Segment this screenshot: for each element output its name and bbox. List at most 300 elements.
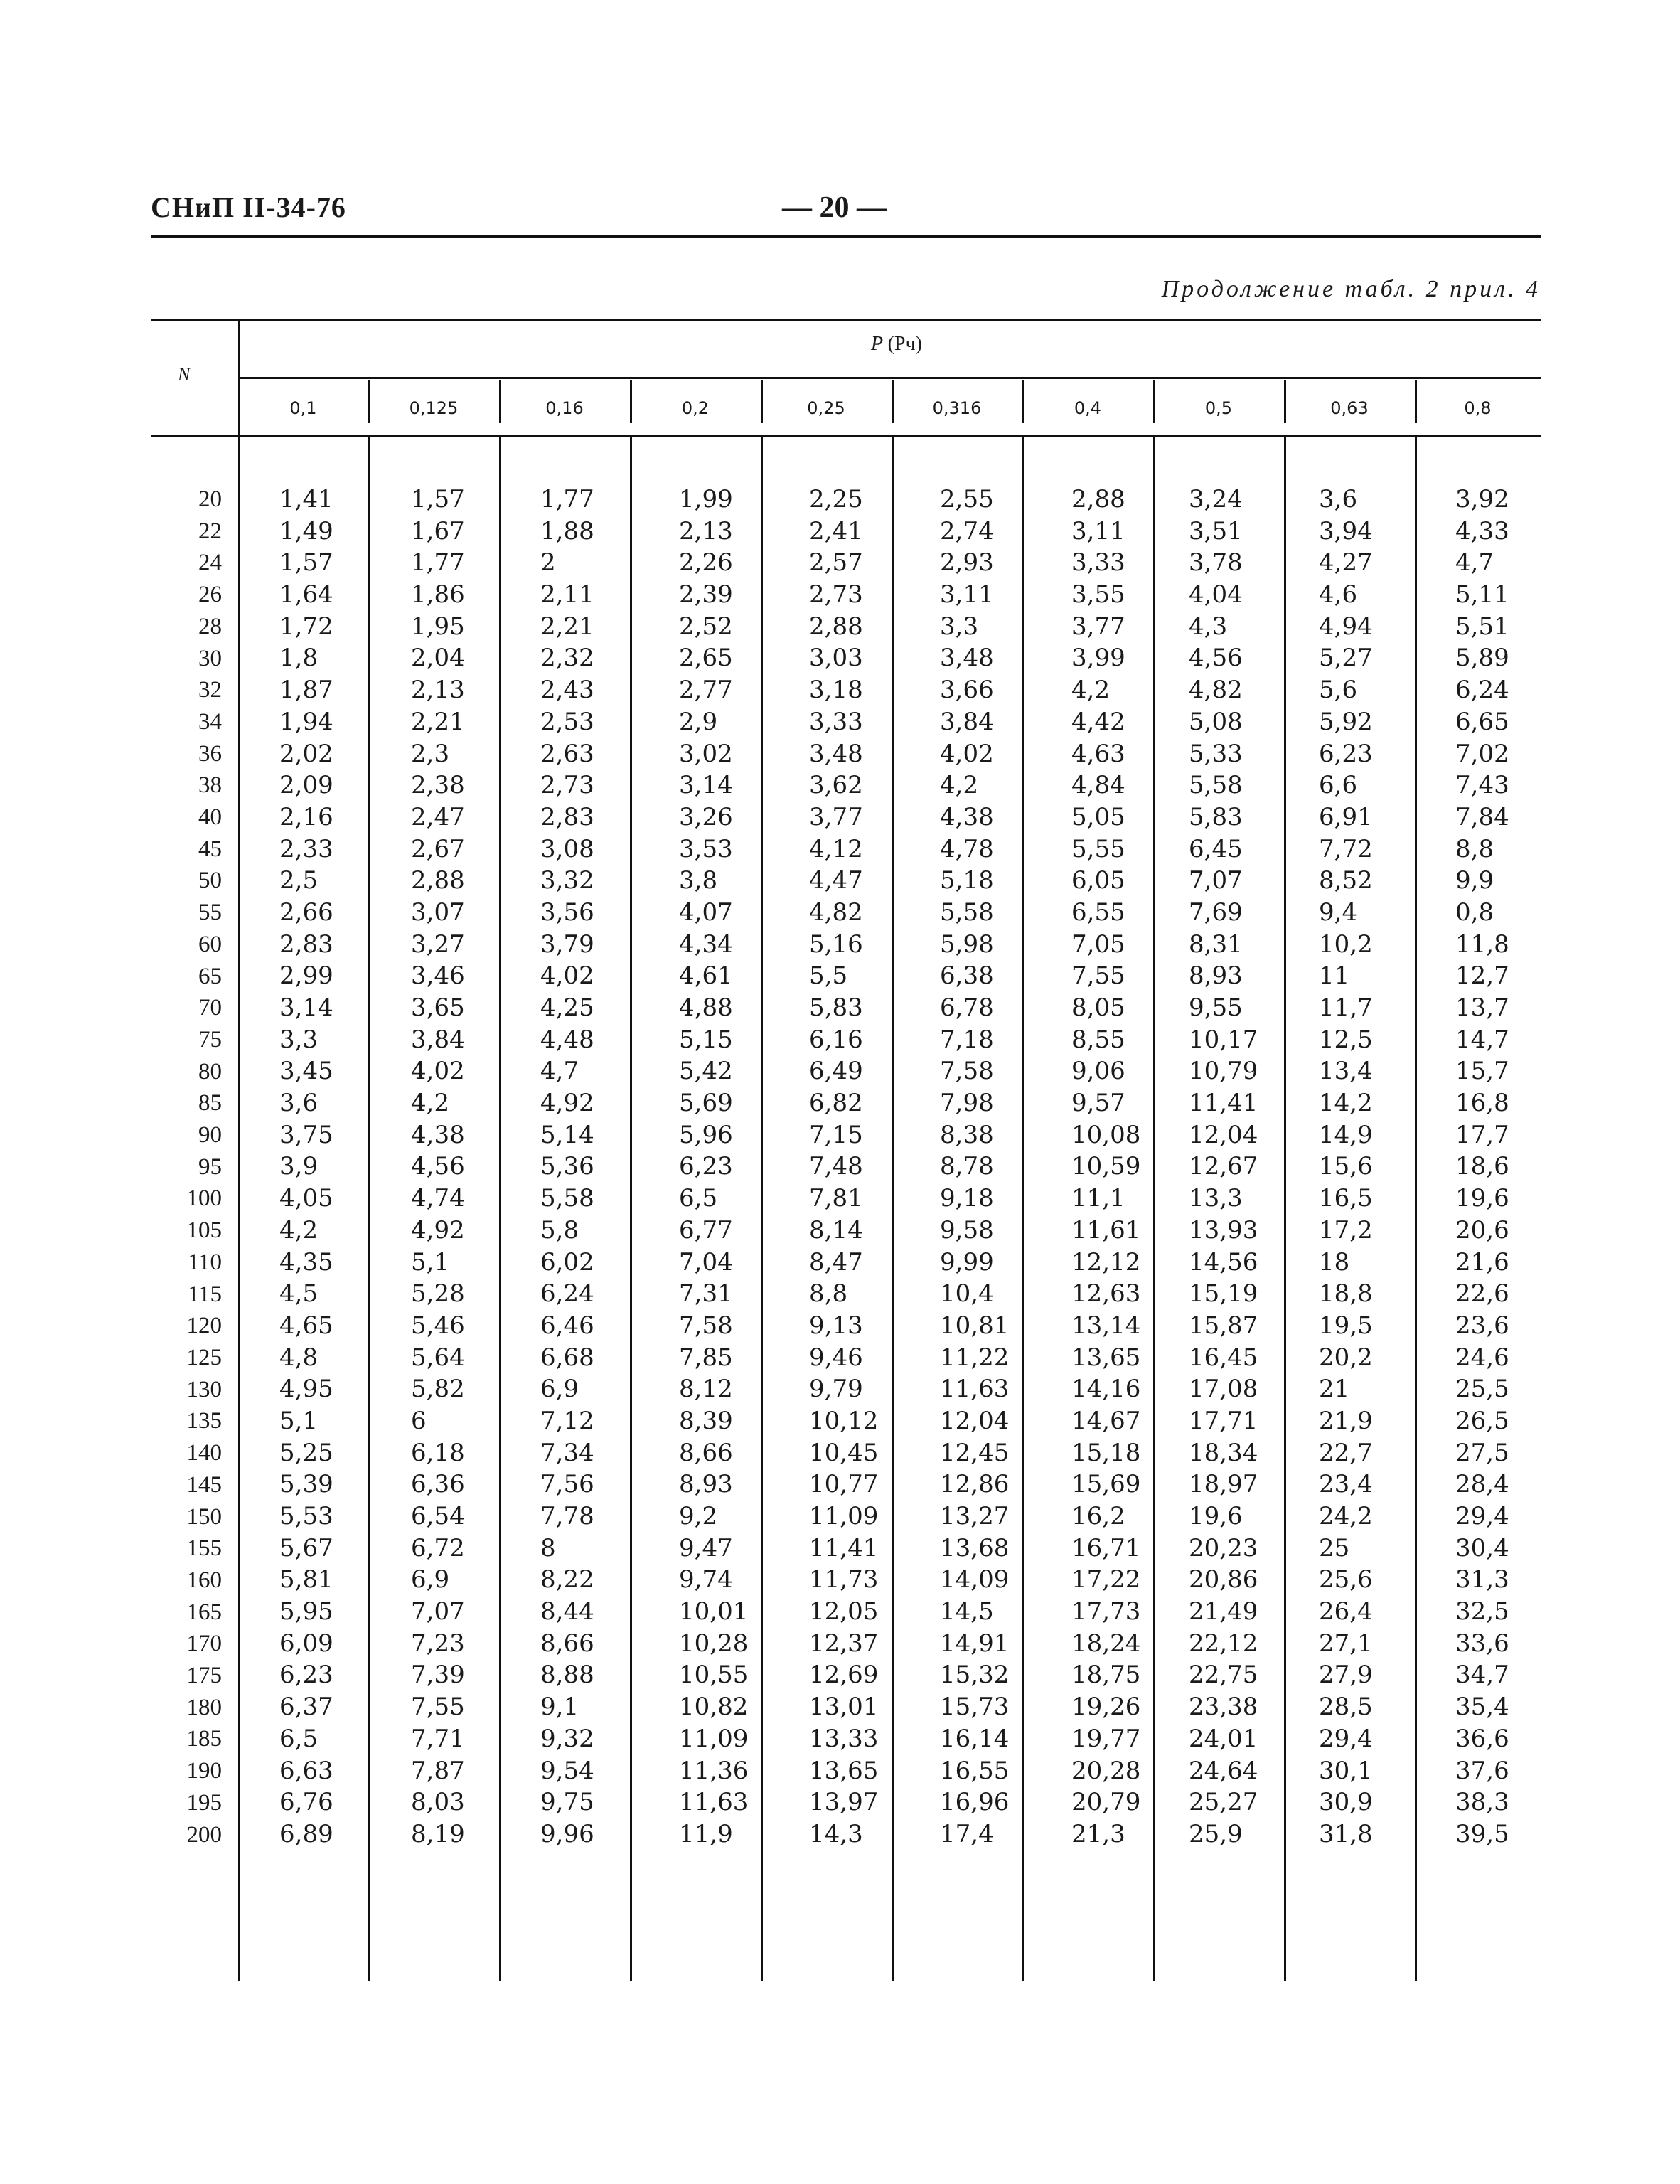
table-cell: 2,11 xyxy=(540,580,594,609)
table-cell: 7,39 xyxy=(411,1661,465,1690)
table-cell: 8,66 xyxy=(679,1438,733,1467)
table-cell: 18 xyxy=(1319,1247,1350,1277)
table-cell: 3,94 xyxy=(1319,516,1373,545)
table-cell: 10,08 xyxy=(1071,1120,1141,1149)
table-cell: 14,5 xyxy=(940,1597,994,1626)
table-cell: 5,82 xyxy=(411,1375,465,1404)
table-cell: 3,65 xyxy=(411,994,465,1022)
table-cell: 2 xyxy=(540,548,556,577)
table-cell: 2,41 xyxy=(809,516,863,545)
table-cell: 4,07 xyxy=(679,897,733,927)
table-top-rule xyxy=(151,319,1541,321)
n-value: 20 xyxy=(198,486,222,512)
table-cell: 7,55 xyxy=(1071,962,1125,991)
column-divider-body xyxy=(1022,437,1024,1981)
table-cell: 1,87 xyxy=(279,676,333,705)
table-cell: 7,72 xyxy=(1319,834,1373,863)
n-value: 50 xyxy=(198,868,222,894)
table-cell: 12,12 xyxy=(1071,1247,1141,1277)
header-rule xyxy=(151,235,1541,238)
table-cell: 5,05 xyxy=(1071,802,1125,831)
table-cell: 6,5 xyxy=(679,1184,718,1213)
table-cell: 2,53 xyxy=(540,707,594,736)
table-cell: 6,05 xyxy=(1071,866,1125,895)
n-value: 38 xyxy=(198,772,222,799)
table-cell: 22,75 xyxy=(1189,1661,1258,1690)
table-cell: 11,22 xyxy=(940,1343,1010,1372)
table-cell: 5,25 xyxy=(279,1438,333,1467)
table-cell: 35,4 xyxy=(1455,1693,1509,1722)
column-divider-body xyxy=(1284,437,1286,1981)
table-cell: 12,67 xyxy=(1189,1152,1258,1181)
table-cell: 2,63 xyxy=(540,739,594,768)
column-heading: 0,316 xyxy=(932,398,982,418)
table-cell: 1,57 xyxy=(279,548,333,577)
table-cell: 21,3 xyxy=(1071,1819,1125,1848)
table-cell: 0,8 xyxy=(1455,897,1494,927)
table-cell: 5,96 xyxy=(679,1120,733,1149)
table-cell: 6,5 xyxy=(279,1724,319,1753)
table-cell: 11,09 xyxy=(679,1724,749,1753)
table-cell: 4,63 xyxy=(1071,739,1125,768)
n-column-heading: N xyxy=(178,364,191,385)
table-cell: 32,5 xyxy=(1455,1597,1509,1626)
table-cell: 13,3 xyxy=(1189,1184,1243,1213)
table-cell: 5,58 xyxy=(540,1184,594,1213)
table-cell: 15,32 xyxy=(940,1661,1010,1690)
table-cell: 7,23 xyxy=(411,1629,465,1658)
table-cell: 2,88 xyxy=(411,866,465,895)
table-cell: 1,64 xyxy=(279,580,333,609)
table-cell: 1,8 xyxy=(279,644,319,673)
table-cell: 16,2 xyxy=(1071,1502,1125,1530)
column-divider-body xyxy=(1153,437,1155,1981)
table-cell: 2,13 xyxy=(679,516,733,545)
table-cell: 8,55 xyxy=(1071,1025,1125,1054)
table-cell: 4,8 xyxy=(279,1343,319,1372)
table-cell: 9,06 xyxy=(1071,1057,1125,1086)
table-cell: 12,04 xyxy=(940,1406,1010,1435)
table-cell: 3,62 xyxy=(809,771,863,800)
table-cell: 3,6 xyxy=(279,1089,319,1118)
table-cell: 11,61 xyxy=(1071,1215,1141,1245)
table-cell: 7,55 xyxy=(411,1693,465,1722)
table-cell: 9,57 xyxy=(1071,1089,1125,1118)
table-cell: 17,2 xyxy=(1319,1215,1373,1245)
n-value: 80 xyxy=(198,1058,222,1085)
table-cell: 16,14 xyxy=(940,1724,1010,1753)
table-cell: 1,95 xyxy=(411,612,465,641)
table-cell: 4,2 xyxy=(940,771,979,800)
table-cell: 6,89 xyxy=(279,1819,333,1848)
n-value: 70 xyxy=(198,995,222,1021)
table-cell: 8,47 xyxy=(809,1247,863,1277)
table-cell: 14,16 xyxy=(1071,1375,1141,1404)
table-cell: 17,73 xyxy=(1071,1597,1141,1626)
table-cell: 9,46 xyxy=(809,1343,863,1372)
table-cell: 2,39 xyxy=(679,580,733,609)
table-cell: 3,3 xyxy=(940,612,979,641)
table-cell: 4,2 xyxy=(1071,676,1111,705)
table-cell: 17,71 xyxy=(1189,1406,1258,1435)
table-cell: 11,63 xyxy=(940,1375,1010,1404)
table-cell: 14,2 xyxy=(1319,1089,1373,1118)
table-cell: 3,45 xyxy=(279,1057,333,1086)
table-cell: 2,9 xyxy=(679,707,718,736)
data-column xyxy=(1189,484,1258,1850)
table-cell: 5,1 xyxy=(279,1406,319,1435)
table-cell: 6,36 xyxy=(411,1470,465,1499)
table-cell: 4,04 xyxy=(1189,580,1243,609)
table-cell: 2,57 xyxy=(809,548,863,577)
table-cell: 3,27 xyxy=(411,929,465,959)
table-cell: 29,4 xyxy=(1455,1502,1509,1530)
table-cell: 5,55 xyxy=(1071,834,1125,863)
n-value: 85 xyxy=(198,1090,222,1117)
table-cell: 2,55 xyxy=(940,485,994,513)
table-cell: 16,45 xyxy=(1189,1343,1258,1372)
n-value: 110 xyxy=(187,1249,222,1275)
table-cell: 12,04 xyxy=(1189,1120,1258,1149)
table-cell: 27,9 xyxy=(1319,1661,1373,1690)
table-cell: 2,83 xyxy=(540,802,594,831)
n-value: 140 xyxy=(186,1440,222,1466)
table-cell: 1,94 xyxy=(279,707,333,736)
table-cell: 5,58 xyxy=(1189,771,1243,800)
doc-code: СНиП II-34-76 xyxy=(151,191,346,223)
table-cell: 8,12 xyxy=(679,1375,733,1404)
table-cell: 4,12 xyxy=(809,834,863,863)
n-value: 26 xyxy=(198,582,222,608)
table-cell: 3,79 xyxy=(540,929,594,959)
n-value: 145 xyxy=(186,1471,222,1498)
table-cell: 8,14 xyxy=(809,1215,863,1245)
n-value: 135 xyxy=(186,1408,222,1434)
data-column xyxy=(279,484,333,1850)
table-cell: 2,25 xyxy=(809,485,863,513)
table-cell: 7,04 xyxy=(679,1247,733,1277)
table-cell: 6,54 xyxy=(411,1502,465,1530)
table-cell: 4,05 xyxy=(279,1184,333,1213)
table-cell: 4,33 xyxy=(1455,516,1509,545)
table-cell: 5,6 xyxy=(1319,676,1358,705)
table-cell: 5,27 xyxy=(1319,644,1373,673)
column-divider-body xyxy=(499,437,501,1981)
table-cell: 8,88 xyxy=(540,1661,594,1690)
n-value: 160 xyxy=(186,1567,222,1593)
table-cell: 12,69 xyxy=(809,1661,879,1690)
table-cell: 5,51 xyxy=(1455,612,1509,641)
table-cell: 37,6 xyxy=(1455,1756,1509,1785)
table-cell: 24,2 xyxy=(1319,1502,1373,1530)
table-cell: 3,78 xyxy=(1189,548,1243,577)
table-cell: 18,97 xyxy=(1189,1470,1258,1499)
table-cell: 6,49 xyxy=(809,1057,863,1086)
table-cell: 4,02 xyxy=(411,1057,465,1086)
table-cell: 12,63 xyxy=(1071,1279,1141,1309)
table-cell: 4,74 xyxy=(411,1184,465,1213)
table-cell: 4,56 xyxy=(1189,644,1243,673)
table-cell: 4,95 xyxy=(279,1375,333,1404)
table-cell: 6,68 xyxy=(540,1343,594,1372)
table-cell: 11 xyxy=(1319,962,1350,991)
table-cell: 4,42 xyxy=(1071,707,1125,736)
table-cell: 31,8 xyxy=(1319,1819,1373,1848)
table-cell: 1,67 xyxy=(411,516,465,545)
table-cell: 6 xyxy=(411,1406,427,1435)
n-value: 24 xyxy=(198,550,222,576)
table-cell: 9,58 xyxy=(940,1215,994,1245)
table-cell: 9,75 xyxy=(540,1788,594,1817)
table-cell: 10,59 xyxy=(1071,1152,1141,1181)
table-cell: 2,52 xyxy=(679,612,733,641)
table-cell: 17,7 xyxy=(1455,1120,1509,1149)
table-head-bottom-rule xyxy=(151,435,1541,437)
table-cell: 2,5 xyxy=(279,866,319,895)
table-cell: 3,33 xyxy=(1071,548,1125,577)
table-cell: 12,45 xyxy=(940,1438,1010,1467)
table-cell: 9,74 xyxy=(679,1565,733,1594)
n-value: 190 xyxy=(186,1758,222,1784)
table-cell: 9,96 xyxy=(540,1819,594,1848)
table-cell: 9,79 xyxy=(809,1375,863,1404)
table-cell: 2,74 xyxy=(940,516,994,545)
table-cell: 6,18 xyxy=(411,1438,465,1467)
table-cell: 2,21 xyxy=(411,707,465,736)
table-cell: 7,56 xyxy=(540,1470,594,1499)
table-cell: 6,91 xyxy=(1319,802,1373,831)
table-cell: 2,04 xyxy=(411,644,465,673)
table-cell: 7,81 xyxy=(809,1184,863,1213)
table-cell: 13,27 xyxy=(940,1502,1010,1530)
data-column xyxy=(411,484,465,1850)
table-cell: 5,15 xyxy=(679,1025,733,1054)
table-cell: 3,77 xyxy=(1071,612,1125,641)
table-cell: 7,58 xyxy=(679,1311,733,1340)
table-cell: 9,54 xyxy=(540,1756,594,1785)
n-value: 155 xyxy=(186,1535,222,1562)
table-cell: 9,55 xyxy=(1189,994,1243,1022)
table-cell: 30,9 xyxy=(1319,1788,1373,1817)
table-cell: 3,84 xyxy=(940,707,994,736)
table-cell: 2,77 xyxy=(679,676,733,705)
table-cell: 13,97 xyxy=(809,1788,879,1817)
table-cell: 7,12 xyxy=(540,1406,594,1435)
table-cell: 11,7 xyxy=(1319,994,1373,1022)
table-cell: 3,33 xyxy=(809,707,863,736)
table-cell: 4,88 xyxy=(679,994,733,1022)
table-cell: 6,9 xyxy=(411,1565,450,1594)
table-cell: 2,47 xyxy=(411,802,465,831)
table-cell: 10,4 xyxy=(940,1279,994,1309)
table-cell: 5,64 xyxy=(411,1343,465,1372)
data-column xyxy=(1455,484,1509,1850)
table-cell: 4,3 xyxy=(1189,612,1228,641)
table-cell: 8,8 xyxy=(1455,834,1494,863)
table-cell: 5,42 xyxy=(679,1057,733,1086)
table-cell: 5,8 xyxy=(540,1215,579,1245)
table-cell: 18,24 xyxy=(1071,1629,1141,1658)
table-cell: 8,31 xyxy=(1189,929,1243,959)
table-cell: 10,81 xyxy=(940,1311,1010,1340)
table-cell: 20,23 xyxy=(1189,1533,1258,1562)
table-cell: 2,26 xyxy=(679,548,733,577)
data-column xyxy=(540,484,594,1850)
table-cell: 2,73 xyxy=(809,580,863,609)
table-cell: 5,18 xyxy=(940,866,994,895)
table-cell: 5,14 xyxy=(540,1120,594,1149)
table-cell: 13,01 xyxy=(809,1693,879,1722)
table-cell: 1,41 xyxy=(279,485,333,513)
table-cell: 7,69 xyxy=(1189,897,1243,927)
table-cell: 4,5 xyxy=(279,1279,319,1309)
data-column xyxy=(940,484,1009,1850)
n-value: 165 xyxy=(186,1599,222,1625)
table-cell: 36,6 xyxy=(1455,1724,1509,1753)
table-cell: 10,79 xyxy=(1189,1057,1258,1086)
table-cell: 11,8 xyxy=(1455,929,1509,959)
table-cell: 6,23 xyxy=(279,1661,333,1690)
column-divider-body xyxy=(761,437,763,1981)
table-cell: 8,78 xyxy=(940,1152,994,1181)
table-cell: 10,17 xyxy=(1189,1025,1258,1054)
table-cell: 15,73 xyxy=(940,1693,1010,1722)
table-cell: 5,39 xyxy=(279,1470,333,1499)
table-cell: 4,02 xyxy=(940,739,994,768)
table-cell: 2,16 xyxy=(279,802,333,831)
table-cell: 18,8 xyxy=(1319,1279,1373,1309)
table-cell: 3,32 xyxy=(540,866,594,895)
table-cell: 6,24 xyxy=(1455,676,1509,705)
table-cell: 28,4 xyxy=(1455,1470,1509,1499)
table-cell: 26,5 xyxy=(1455,1406,1509,1435)
data-column xyxy=(1071,484,1140,1850)
table-cell: 14,7 xyxy=(1455,1025,1509,1054)
table-cell: 8,03 xyxy=(411,1788,465,1817)
table-cell: 12,5 xyxy=(1319,1025,1373,1054)
table-cell: 13,65 xyxy=(809,1756,879,1785)
table-cell: 24,64 xyxy=(1189,1756,1258,1785)
n-value: 90 xyxy=(198,1122,222,1149)
table-cell: 14,67 xyxy=(1071,1406,1141,1435)
table-cell: 2,09 xyxy=(279,771,333,800)
table-cell: 3,77 xyxy=(809,802,863,831)
table-cell: 4,61 xyxy=(679,962,733,991)
n-value: 30 xyxy=(198,645,222,671)
table-cell: 7,18 xyxy=(940,1025,994,1054)
table-cell: 2,32 xyxy=(540,644,594,673)
table-cell: 6,02 xyxy=(540,1247,594,1277)
table-cell: 4,34 xyxy=(679,929,733,959)
column-divider-body xyxy=(892,437,894,1981)
table-cell: 7,07 xyxy=(411,1597,465,1626)
n-value: 34 xyxy=(198,708,222,735)
table-cell: 4,56 xyxy=(411,1152,465,1181)
table-cell: 8,93 xyxy=(679,1470,733,1499)
table-cell: 3,56 xyxy=(540,897,594,927)
table-cell: 31,3 xyxy=(1455,1565,1509,1594)
table-cell: 10,55 xyxy=(679,1661,749,1690)
table-cell: 5,16 xyxy=(809,929,863,959)
table-cell: 3,08 xyxy=(540,834,594,863)
data-column xyxy=(679,484,748,1850)
n-value: 45 xyxy=(198,836,222,862)
table-cell: 6,72 xyxy=(411,1533,465,1562)
table-cell: 38,3 xyxy=(1455,1788,1509,1817)
table-cell: 6,45 xyxy=(1189,834,1243,863)
table-cell: 25,5 xyxy=(1455,1375,1509,1404)
table-cell: 7,34 xyxy=(540,1438,594,1467)
column-heading: 0,25 xyxy=(807,398,845,418)
n-value: 185 xyxy=(186,1726,222,1752)
table-cell: 7,58 xyxy=(940,1057,994,1086)
table-cell: 4,47 xyxy=(809,866,863,895)
table-cell: 13,68 xyxy=(940,1533,1010,1562)
n-value: 150 xyxy=(186,1503,222,1530)
table-cell: 8 xyxy=(540,1533,556,1562)
table-cell: 3,18 xyxy=(809,676,863,705)
table-cell: 4,94 xyxy=(1319,612,1373,641)
table-cell: 6,76 xyxy=(279,1788,333,1817)
table-cell: 2,13 xyxy=(411,676,465,705)
column-divider-body xyxy=(238,437,240,1981)
table-cell: 3,14 xyxy=(679,771,733,800)
table-cell: 5,46 xyxy=(411,1311,465,1340)
table-cell: 7,43 xyxy=(1455,771,1509,800)
table-cell: 6,16 xyxy=(809,1025,863,1054)
table-cell: 18,34 xyxy=(1189,1438,1258,1467)
table-cell: 4,25 xyxy=(540,994,594,1022)
table-cell: 14,56 xyxy=(1189,1247,1258,1277)
table-cell: 12,7 xyxy=(1455,962,1509,991)
table-cell: 26,4 xyxy=(1319,1597,1373,1626)
table-cell: 3,99 xyxy=(1071,644,1125,673)
table-cell: 8,44 xyxy=(540,1597,594,1626)
table-cell: 16,5 xyxy=(1319,1184,1373,1213)
table-cell: 14,3 xyxy=(809,1819,863,1848)
table-cell: 20,28 xyxy=(1071,1756,1141,1785)
table-cell: 2,33 xyxy=(279,834,333,863)
table-cell: 6,78 xyxy=(940,994,994,1022)
table-cell: 8,66 xyxy=(540,1629,594,1658)
table-cell: 5,89 xyxy=(1455,644,1509,673)
table-cell: 2,66 xyxy=(279,897,333,927)
table-cell: 19,26 xyxy=(1071,1693,1141,1722)
table-cell: 7,87 xyxy=(411,1756,465,1785)
table-cell: 11,63 xyxy=(679,1788,749,1817)
table-cell: 1,88 xyxy=(540,516,594,545)
n-value: 22 xyxy=(198,518,222,544)
table-cell: 25 xyxy=(1319,1533,1350,1562)
table-cell: 6,77 xyxy=(679,1215,733,1245)
table-cell: 4,2 xyxy=(411,1089,450,1118)
table-cell: 11,36 xyxy=(679,1756,749,1785)
table-cell: 11,73 xyxy=(809,1565,879,1594)
table-cell: 5,95 xyxy=(279,1597,333,1626)
table-cell: 5,67 xyxy=(279,1533,333,1562)
p-heading-symbol: P xyxy=(871,333,883,355)
column-heading: 0,4 xyxy=(1074,398,1102,418)
table-cell: 6,09 xyxy=(279,1629,333,1658)
table-cell: 5,83 xyxy=(809,994,863,1022)
n-value: 28 xyxy=(198,613,222,639)
table-cell: 8,8 xyxy=(809,1279,848,1309)
table-cell: 6,55 xyxy=(1071,897,1125,927)
n-value: 195 xyxy=(186,1789,222,1816)
table-cell: 20,79 xyxy=(1071,1788,1141,1817)
table-cell: 11,41 xyxy=(1189,1089,1258,1118)
table-cell: 4,02 xyxy=(540,962,594,991)
